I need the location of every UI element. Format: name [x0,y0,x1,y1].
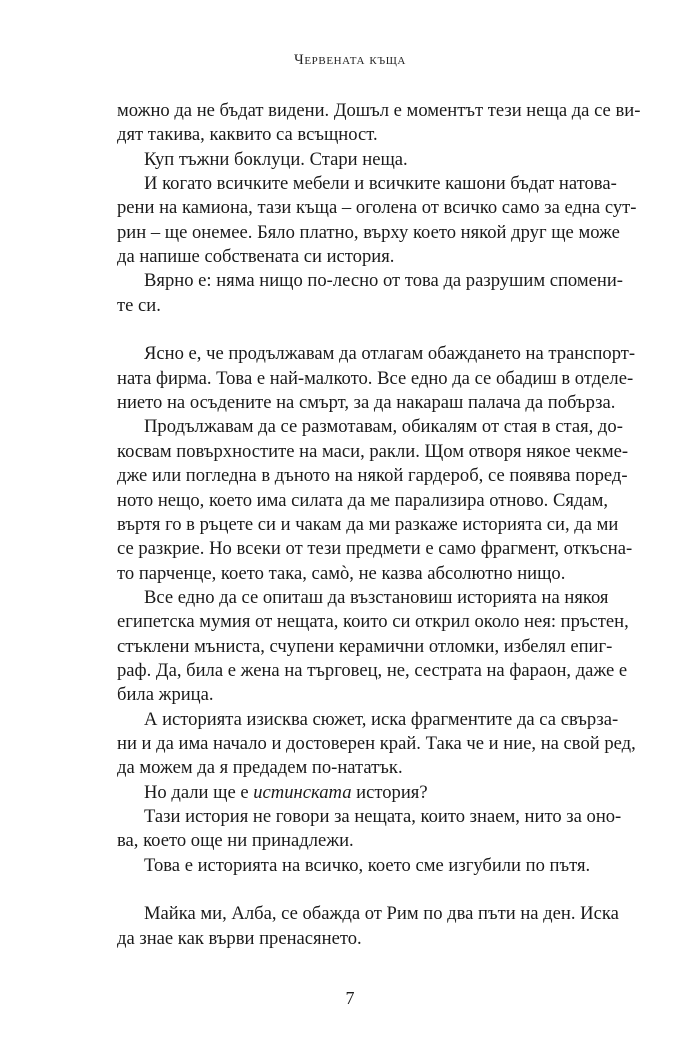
text-line: стъклени мъниста, счупени керамични отломки, избелял епиг- [117,635,613,657]
text-line: А историята изисква сюжет, иска фрагментите да са свърза- [144,708,619,730]
text-line-with-emphasis [117,781,591,805]
page-number: 7 [345,988,355,1008]
text-line: те си. [117,294,161,316]
text-line: египетска мумия от нещата, които си открил около нея: пръстен, [117,611,629,633]
text-line: дят такива, каквито са всъщност. [117,124,378,146]
text-line: се разкрие. Но всеки от тези предмети е само фрагмент, откъсна- [117,538,633,560]
section-break [117,878,591,902]
emphasized-word: истинската [253,781,352,803]
text-line: Тази история не говори за нещата, които знаем, нито за оно- [144,805,622,827]
text-line: рин – ще онемее. Бяло платно, върху което някой друг ще може [117,221,620,243]
body-text [117,99,641,951]
text-line: ва, което още ни принадлежи. [117,830,354,852]
text-line: Това е историята на всичко, което сме изгубили по пътя. [144,854,591,876]
text-line: ното нещо, което има силата да ме парализира отново. Сядам, [117,489,609,511]
text-line: раф. Да, била е жена на търговец, не, сестрата на фараон, даже е [117,659,628,681]
running-head-title: Червената къща [294,52,406,68]
text-line: можно да не бъдат видени. Дошъл е моментът тези неща да се ви- [117,100,641,121]
text-line: нието на осъдените на смърт, за да накараш палача да побърза. [117,392,616,414]
text-line: да напише собствената си история. [117,246,395,268]
text-line: Все едно да се опиташ да възстановиш историята на някоя [144,586,609,608]
text-line: косвам повърхностите на маси, ракли. Щом отворя някое чекме- [117,440,629,462]
text-line: то парченце, което така, самò, не казва абсолютно нищо. [117,562,566,584]
text-fragment: история? [351,781,428,803]
text-line: била жрица. [117,684,214,706]
text-line: да знае как върви пренасянето. [117,927,362,949]
section-break [117,318,591,342]
text-line: И когато всичките мебели и всичките кашони бъдат натова- [144,173,617,195]
text-line: да можем да я предадем по-нататък. [117,757,403,779]
text-line: Продължавам да се размотавам, обикалям от стая в стая, до- [144,416,623,438]
text-line: ни и да има начало и достоверен край. Така че и ние, на свой ред, [117,732,636,754]
text-fragment: Но дали ще е [144,781,254,803]
text-line: въртя го в ръцете си и чакам да ми разкаже историята си, да ми [117,513,619,535]
text-line: Ясно е, че продължавам да отлагам обаждането на транспорт- [144,343,636,365]
text-line: Майка ми, Алба, се обажда от Рим по два пъти на ден. Иска [144,903,619,925]
text-line: ната фирма. Това е най-малкото. Все едно да се обадиш в отделе- [117,367,634,389]
text-line: Вярно е: няма нищо по-лесно от това да разрушим спомени- [144,270,623,292]
text-line: дже или погледна в дъното на някой гардероб, се появява поред- [117,465,628,487]
text-line: Куп тъжни боклуци. Стари неща. [144,148,408,170]
text-line: рени на камиона, тази къща – оголена от всичко само за една сут- [117,197,637,219]
